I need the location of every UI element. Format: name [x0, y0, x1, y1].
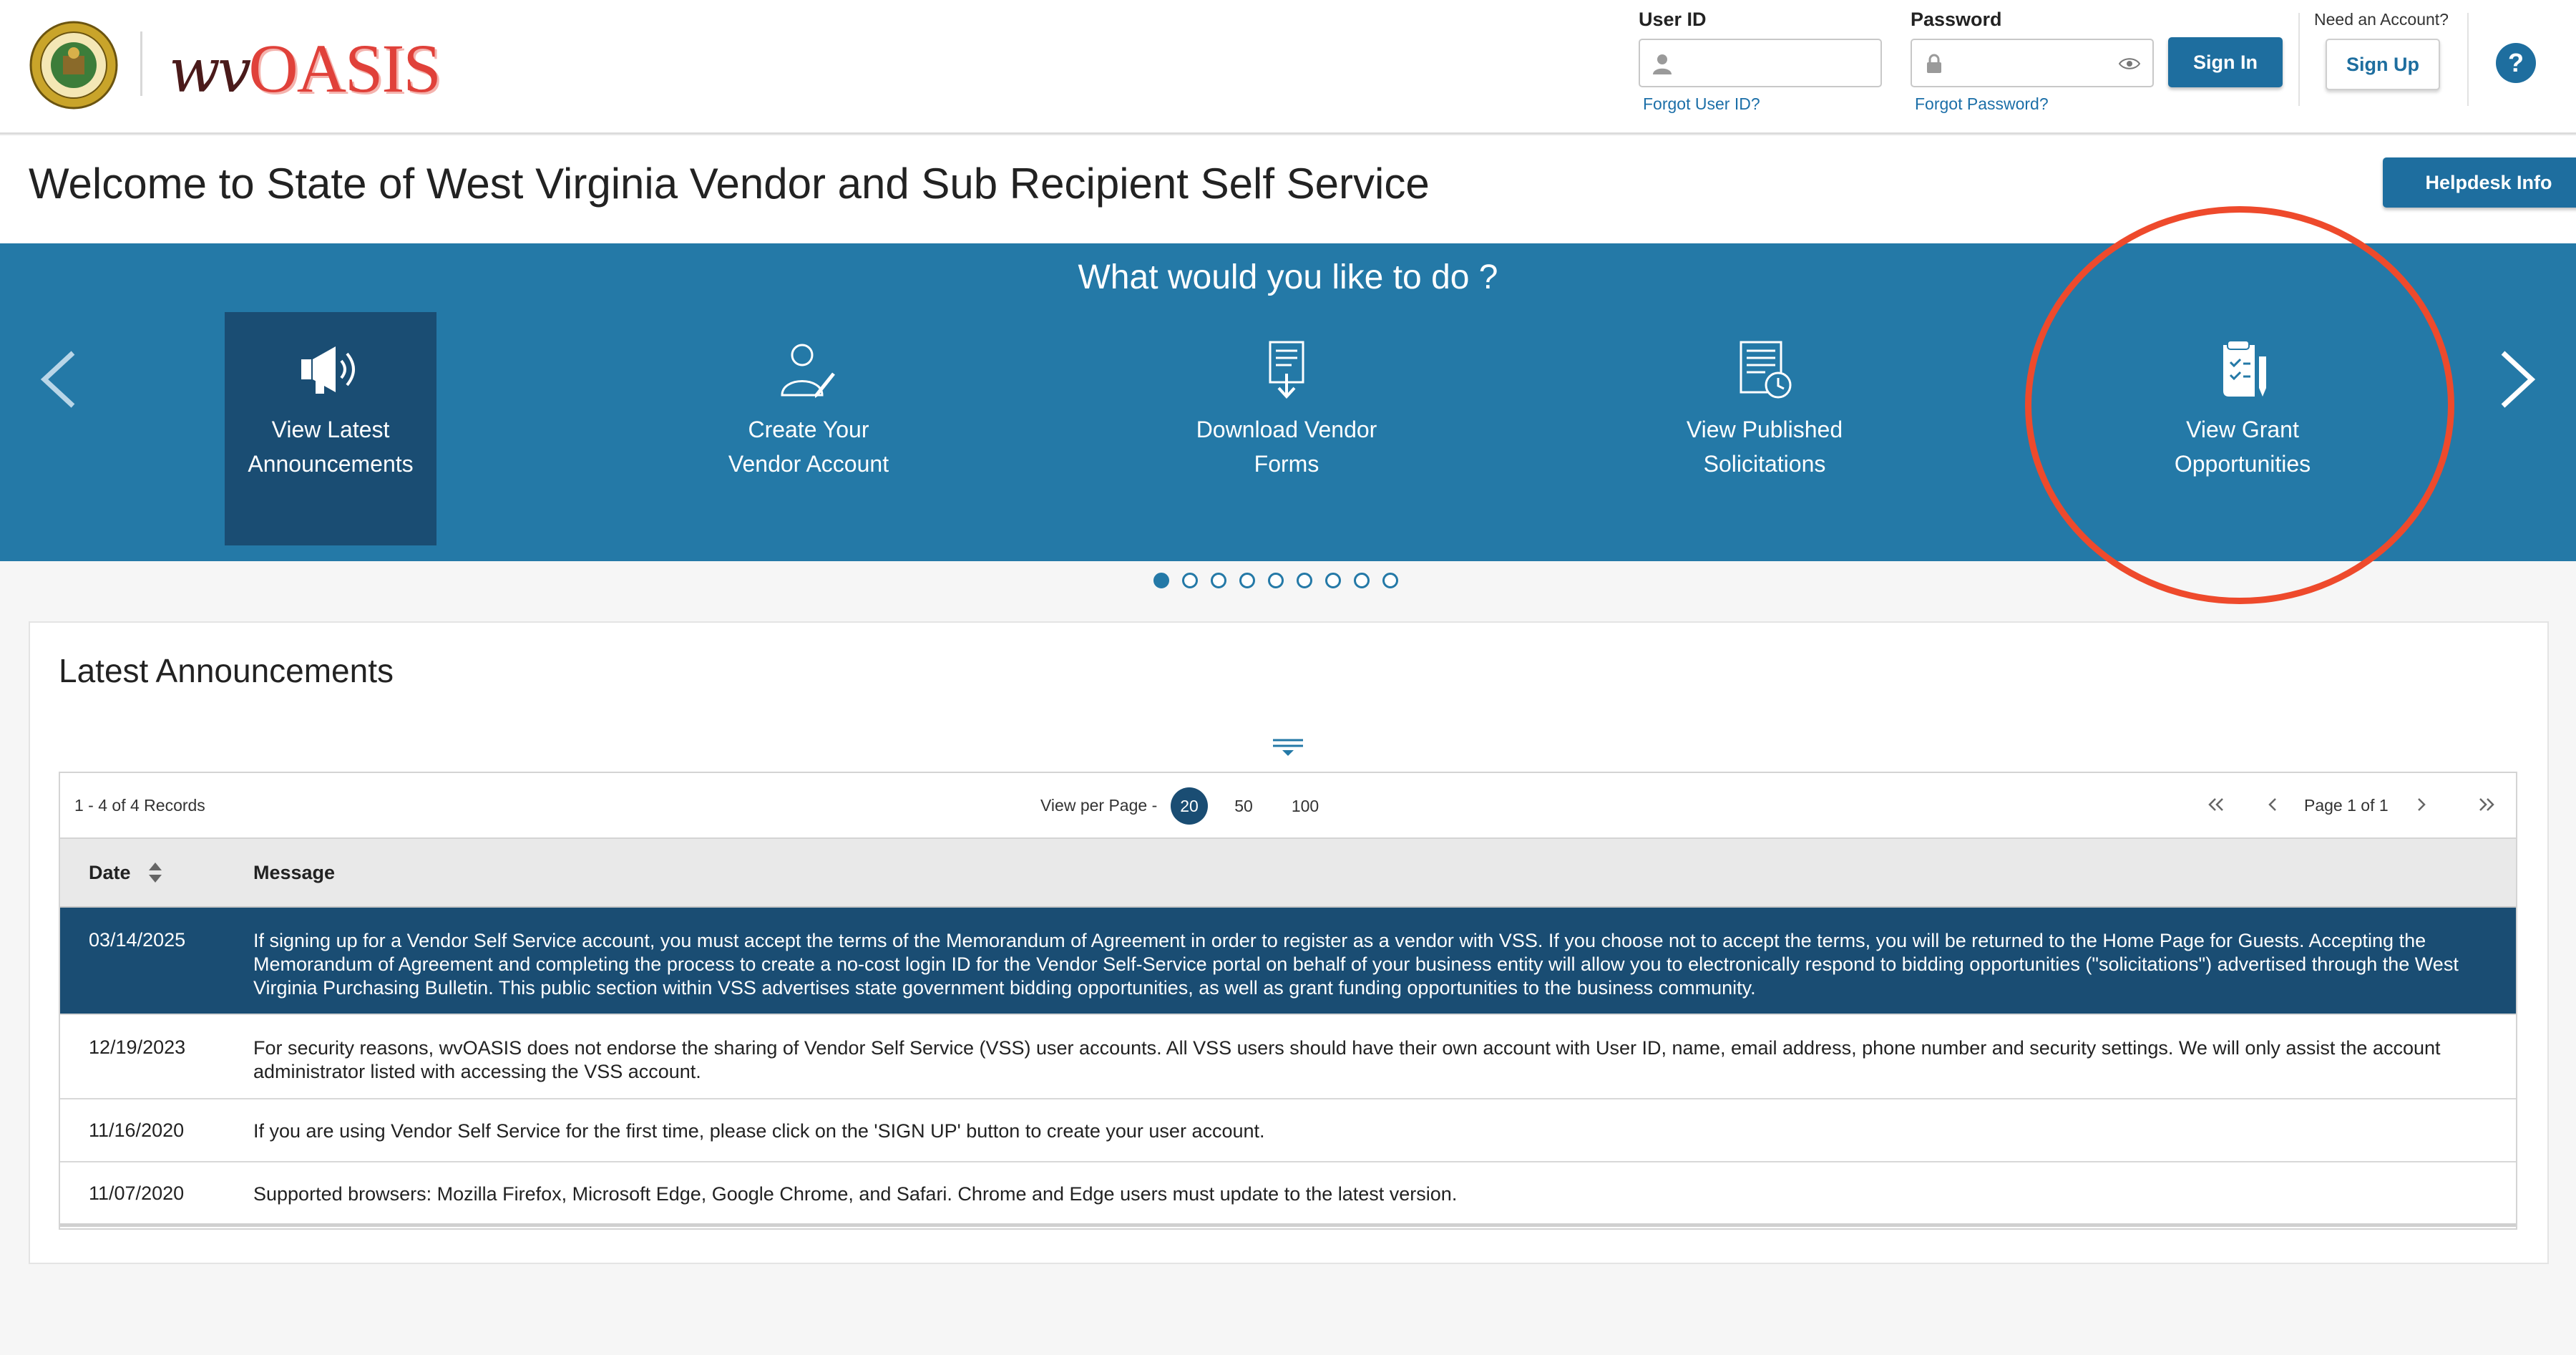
lock-icon: [1923, 53, 1945, 74]
header-separator: [2298, 13, 2300, 106]
announcements-title: Latest Announcements: [59, 652, 394, 689]
top-header: [0, 0, 2576, 135]
carousel-title: What would you like to do ?: [1078, 258, 1498, 296]
table-row[interactable]: [60, 1015, 2516, 1099]
page-size-option-20[interactable]: 20: [1171, 787, 1208, 825]
view-per-page-label: View per Page -: [1040, 796, 1158, 815]
row-date: 11/16/2020: [89, 1120, 185, 1141]
tile-view-latest-announcements[interactable]: [225, 312, 436, 545]
carousel-dot[interactable]: [1211, 573, 1226, 588]
tile-create-vendor-account[interactable]: [703, 312, 914, 545]
carousel-dot[interactable]: [1354, 573, 1370, 588]
table-header: [60, 839, 2516, 908]
carousel-dot[interactable]: [1268, 573, 1284, 588]
forgot-user-id-link[interactable]: Forgot User ID?: [1643, 94, 1760, 113]
form-download-icon: [1254, 338, 1319, 402]
page-title: Welcome to State of West Virginia Vendor and Sub Recipient Self Service: [29, 160, 1430, 208]
row-date: 03/14/2025: [89, 929, 186, 951]
row-message: Supported browsers: Mozilla Firefox, Microsoft Edge, Google Chrome, and Safari. Chrome and Edge users must update to the latest version.: [253, 1183, 1458, 1205]
megaphone-icon: [298, 338, 363, 402]
tile-label: View Published Solicitations: [1686, 417, 1843, 477]
records-count: 1 - 4 of 4 Records: [74, 796, 205, 815]
grant-document-icon: [2210, 338, 2275, 402]
west-virginia-seal-icon: [29, 20, 119, 110]
previous-page-icon[interactable]: [2265, 795, 2280, 815]
password-field-box[interactable]: [1911, 39, 2154, 87]
page-size-option-100[interactable]: 100: [1291, 796, 1319, 815]
carousel-dot[interactable]: [1182, 573, 1198, 588]
tile-view-grant-opportunities[interactable]: [2137, 312, 2348, 545]
row-date: 11/07/2020: [89, 1182, 185, 1204]
forgot-password-link[interactable]: Forgot Password?: [1915, 94, 2049, 113]
tile-label: Download Vendor Forms: [1196, 417, 1377, 477]
user-id-field-box[interactable]: [1639, 39, 1882, 87]
sign-in-button[interactable]: Sign In: [2168, 37, 2283, 87]
user-id-input[interactable]: [1680, 47, 1848, 79]
next-page-icon[interactable]: [2414, 795, 2429, 815]
grid-toolbar: [60, 773, 2516, 839]
tile-label: View Latest Announcements: [248, 417, 414, 477]
wvoasis-logo[interactable]: [169, 23, 440, 107]
table-row[interactable]: [60, 1162, 2516, 1227]
user-icon: [1652, 53, 1673, 74]
row-message: If signing up for a Vendor Self Service account, you must accept the terms of the Memorandum of Agreement in order to register as a vendor with VSS. If you choose not to accept the terms, you will be returned to the Home Page for Guests. Accepting the Memorandum of Agreement and completing the process to create a no-cost login ID for the Vendor Self-Service portal on behalf of your business entity will allow you to electronically respond to bidding opportunities ("solicitations") advertised through the West Virginia Purchasing Bulletin. This public section within VSS advertises state government bidding opportunities, as well as grant funding opportunities to the business community.: [253, 930, 2459, 999]
carousel-dot[interactable]: [1325, 573, 1341, 588]
carousel-prev-icon[interactable]: [29, 340, 86, 419]
carousel-dot[interactable]: [1153, 573, 1169, 588]
last-page-icon[interactable]: [2477, 795, 2496, 815]
tile-label: View Grant Opportunities: [2174, 417, 2311, 477]
user-edit-icon: [776, 338, 841, 402]
helpdesk-info-button[interactable]: Helpdesk Info: [2383, 157, 2576, 208]
table-row[interactable]: [60, 1099, 2516, 1162]
carousel-next-icon[interactable]: [2490, 340, 2547, 419]
carousel-dot[interactable]: [1239, 573, 1255, 588]
password-label: Password: [1911, 9, 2002, 30]
sign-up-button[interactable]: Sign Up: [2326, 39, 2440, 90]
first-page-icon[interactable]: [2207, 795, 2225, 815]
row-message: If you are using Vendor Self Service for the first time, please click on the 'SIGN UP' button to create your user account.: [253, 1120, 1265, 1142]
row-date: 12/19/2023: [89, 1036, 186, 1058]
carousel-dot[interactable]: [1382, 573, 1398, 588]
user-id-label: User ID: [1639, 9, 1707, 30]
announcements-grid: [59, 772, 2517, 1230]
logo-oasis-text: OASIS: [248, 30, 440, 107]
password-input[interactable]: [1952, 47, 2120, 79]
tile-label: Create Your Vendor Account: [728, 417, 889, 477]
sort-icon[interactable]: [147, 860, 163, 885]
need-account-text: Need an Account?: [2314, 10, 2449, 29]
logo-wv-text: wv: [169, 36, 249, 106]
page-info: Page 1 of 1: [2304, 796, 2389, 815]
tile-view-published-solicitations[interactable]: [1659, 312, 1870, 545]
collapse-toggle-icon[interactable]: [1270, 737, 1306, 757]
carousel-dot[interactable]: [1297, 573, 1312, 588]
tile-download-vendor-forms[interactable]: [1181, 312, 1392, 545]
show-password-eye-icon[interactable]: [2118, 56, 2141, 72]
row-message: For security reasons, wvOASIS does not endorse the sharing of Vendor Self Service (VSS) user accounts. All VSS users should have their own account with User ID, name, email address, phone number and security settings. We will only assist the account administrator listed with accessing the VSS account.: [253, 1037, 2441, 1082]
header-separator-2: [2467, 13, 2469, 106]
action-carousel: [0, 243, 2576, 561]
logo-divider: [140, 31, 142, 96]
document-clock-icon: [1732, 338, 1797, 402]
page-size-option-50[interactable]: 50: [1234, 796, 1253, 815]
column-header-message: Message: [253, 862, 336, 883]
help-button[interactable]: ?: [2496, 43, 2536, 83]
carousel-pagination: [1153, 573, 1398, 588]
table-row[interactable]: [60, 908, 2516, 1015]
column-header-date[interactable]: Date: [89, 862, 131, 883]
